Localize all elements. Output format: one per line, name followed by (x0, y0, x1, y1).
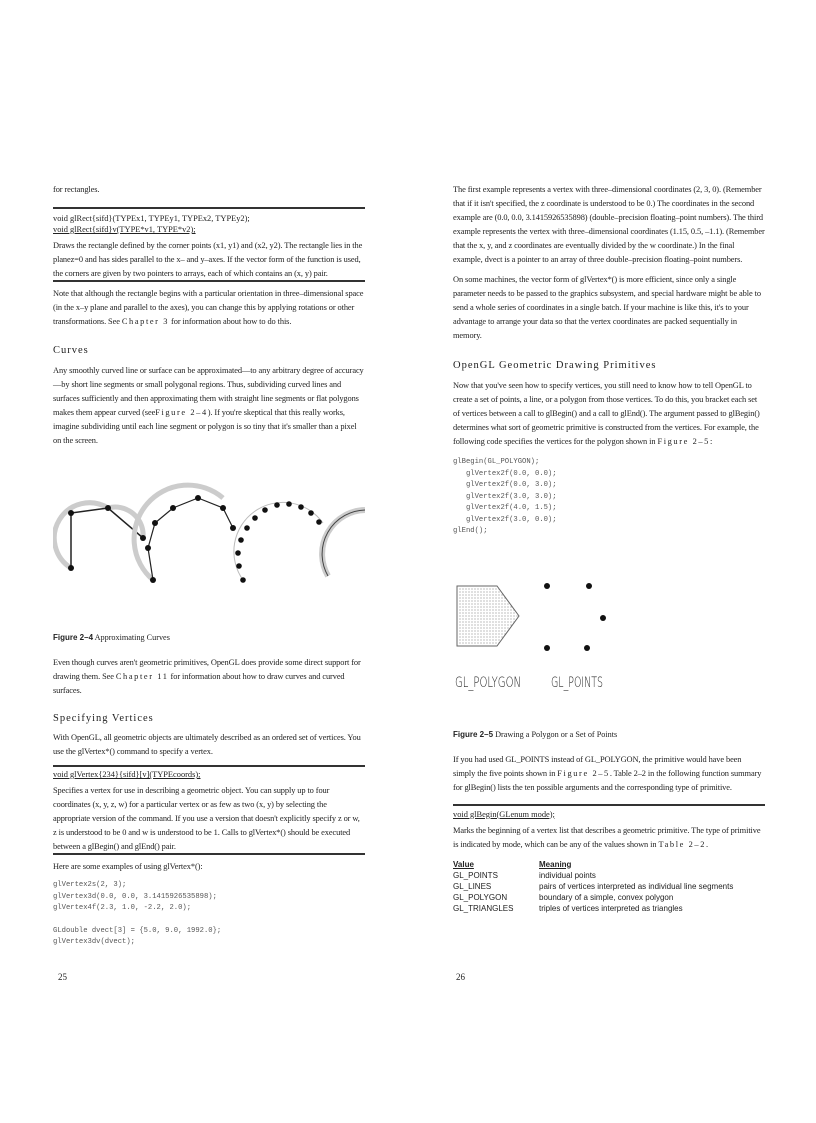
figure-reference[interactable]: Figure 2–5 (657, 437, 710, 446)
arc-medium (134, 485, 236, 583)
point-marker (586, 583, 592, 589)
function-signature-begin: void glBegin(GLenum mode); (453, 809, 555, 819)
figure-2-4-caption: Figure 2–4 Approximating Curves (53, 633, 170, 642)
table-header-row (453, 859, 733, 870)
gl-points-paragraph: If you had used GL_POINTS instead of GL_POLYGON, the primitive would have been simply the five points shown in Figure 2–5. Table 2–2 in the following function summary for glBegin() lists the ten possible arguments and the corresponding type of primitive. (453, 754, 762, 792)
page-number-left: 25 (58, 972, 67, 982)
figure-reference[interactable]: Figure 2–4 (155, 408, 208, 417)
polygon-label: GL_POLYGON (455, 674, 521, 691)
table-cell-meaning: pairs of vertices interpreted as individual line segments (539, 881, 734, 891)
page-number-right: 26 (456, 972, 465, 982)
table-row (453, 892, 733, 903)
examples-intro: Here are some examples of using glVertex*(): (53, 862, 203, 871)
arc-fine (234, 501, 323, 583)
table-cell-meaning: individual points (539, 870, 596, 880)
function-signature-rectv: void glRect{sifd}v(TYPE*v1, TYPE*v2); (53, 225, 196, 234)
function-signature-vertex: void glVertex{234}{sifd}[v](TYPEcoords); (53, 770, 201, 779)
point-marker (584, 645, 590, 651)
function-signature-rect: void glRect{sifd}(TYPEx1, TYPEy1, TYPEx2, TYPEy2); (53, 214, 250, 223)
table-reference[interactable]: Table 2–2 (658, 839, 707, 849)
points-label: GL_POINTS (551, 674, 603, 691)
figure-2-5-diagram (453, 576, 765, 701)
divider (53, 765, 365, 767)
point-marker (600, 615, 606, 621)
divider (453, 804, 765, 806)
vertex-description: Specifies a vertex for use in describing a geometric object. You can supply up to four coordinates (x, y, z, w) for a particular vertex or as few as two (x, y) by selecting the appropriate version of the command. If you use a version that doesn't explicitly specify z or w, z is understood to be 0 and w is understood to be 1. Calls to glVertex*() should be executed between a glBegin() and glEnd() pair. (53, 786, 360, 851)
rect-description: Draws the rectangle defined by the corner points (x1, y1) and (x2, y2). The rectangle lies in the planez=0 and has sides parallel to the x– and y–axes. If the vector form of the function is used, the corners are given by two pointers to arrays, each of which contains an (x, y) pair. (53, 241, 363, 278)
figure-2-4-curves-diagram (53, 468, 365, 598)
figure-2-5-caption: Figure 2–5 Drawing a Polygon or a Set of Points (453, 729, 618, 739)
table-row (453, 870, 733, 881)
rect-note: Note that although the rectangle begins with a particular orientation in three–dimensional space (in the x–y plane and parallel to the axes), you can change this by applying rotations or other transformations. See Chapter 3 for information about how to do this. (53, 289, 364, 326)
point-marker (544, 583, 550, 589)
table-row (453, 903, 733, 914)
vertex-examples-paragraph: The first example represents a vertex with three–dimensional coordinates (2, 3, 0). (Remember that if it isn't specified, the z coordinate is understood to be 0.) The coordinates in the second example are (0.0, 0.0, 3.1415926535898) (double–precision floating–point numbers). The third example represents the vertex with three–dimensional coordinates (1.15, 0.5, –1.1). (Remember that the x, y, and z coordinates are eventually divided by the w coordinate.) In the final example, dvect is a pointer to an array of three double–precision floating–point numbers. (453, 185, 765, 264)
table-cell-value: GL_POINTS (453, 870, 498, 880)
column-header-meaning: Meaning (539, 859, 572, 869)
section-heading-primitives: OpenGL Geometric Drawing Primitives (453, 360, 657, 371)
vector-form-paragraph: On some machines, the vector form of glVertex*() is more efficient, since only a single parameter needs to be passed to the graphics subsystem, and special hardware might be able to send a whole series of coordinates in a single batch. If your machine is like this, it's to your advantage to arrange your data so that the vertex coordinates are packed sequentially in memory. (453, 275, 761, 340)
arc-smooth (322, 510, 365, 576)
column-header-value: Value (453, 859, 474, 869)
table-cell-value: GL_LINES (453, 881, 492, 891)
curves-paragraph: Any smoothly curved line or surface can be approximated—to any arbitrary degree of accuracy—by short line segments or small polygonal regions. Thus, subdividing curved lines and surfaces sufficiently and then approximating them with straight line segments or flat polygons makes them appear curved (seeFigure 2–4). If you're skeptical that this really works, imagine subdividing until each line segment or polygon is so tiny that it's smaller than a pixel on the screen. (53, 366, 364, 445)
code-example-1: glVertex2s(2, 3); glVertex3d(0.0, 0.0, 3.1415926535898); glVertex4f(2.3, 1.0, -2.2, 2.0); (53, 881, 217, 912)
right-page (453, 183, 765, 914)
divider (53, 207, 365, 209)
point-marker (544, 645, 550, 651)
table-cell-value: GL_POLYGON (453, 892, 508, 902)
chapter-reference[interactable]: Chapter 3 (121, 317, 170, 326)
table-cell-meaning: boundary of a simple, convex polygon (539, 892, 674, 902)
vertices-paragraph: With OpenGL, all geometric objects are ultimately described as an ordered set of vertices. You use the glVertex*() command to specify a vertex. (53, 733, 361, 756)
chapter-reference[interactable]: Chapter 11 (115, 672, 169, 681)
primitives-intro: Now that you've seen how to specify vertices, you still need to know how to tell OpenGL to create a set of points, a line, or a polygon from those vertices. To do this, you bracket each set of vertices between a call to glBegin() and a call to glEnd(). The argument passed to glBegin() determines what sort of geometric primitive is constructed from the vertices. For example, the following code specifies the vertices for the polygon shown in Figure 2–5: (453, 381, 760, 446)
polygon-shape (457, 586, 519, 646)
section-heading-curves: Curves (53, 345, 89, 356)
table-cell-value: GL_TRIANGLES (453, 903, 514, 913)
table-row (453, 881, 733, 892)
begin-description: Marks the beginning of a vertex list that describes a geometric primitive. The type of primitive is indicated by mode, which can be any of the values shown in Table 2–2. (453, 825, 761, 849)
figure-reference[interactable]: Figure 2–5 (557, 768, 610, 778)
primitive-values-table (453, 859, 733, 914)
intro-text: for rectangles. (53, 185, 100, 194)
section-heading-vertices: Specifying Vertices (53, 713, 154, 724)
code-example-2: GLdouble dvect[3] = {5.0, 9.0, 1992.0}; glVertex3dv(dvect); (53, 926, 222, 946)
left-page (53, 183, 365, 949)
code-polygon: glBegin(GL_POLYGON); glVertex2f(0.0, 0.0); glVertex2f(0.0, 3.0); glVertex2f(3.0, 3.0); glVertex2f(4.0, 1.5); glVertex2f(3.0, 0.0); glEnd(); (453, 458, 557, 535)
primitives-paragraph: Even though curves aren't geometric primitives, OpenGL does provide some direct support for drawing them. See Chapter 11 for information about how to draw curves and curved surfaces. (53, 658, 361, 695)
table-cell-meaning: triples of vertices interpreted as triangles (539, 903, 683, 913)
